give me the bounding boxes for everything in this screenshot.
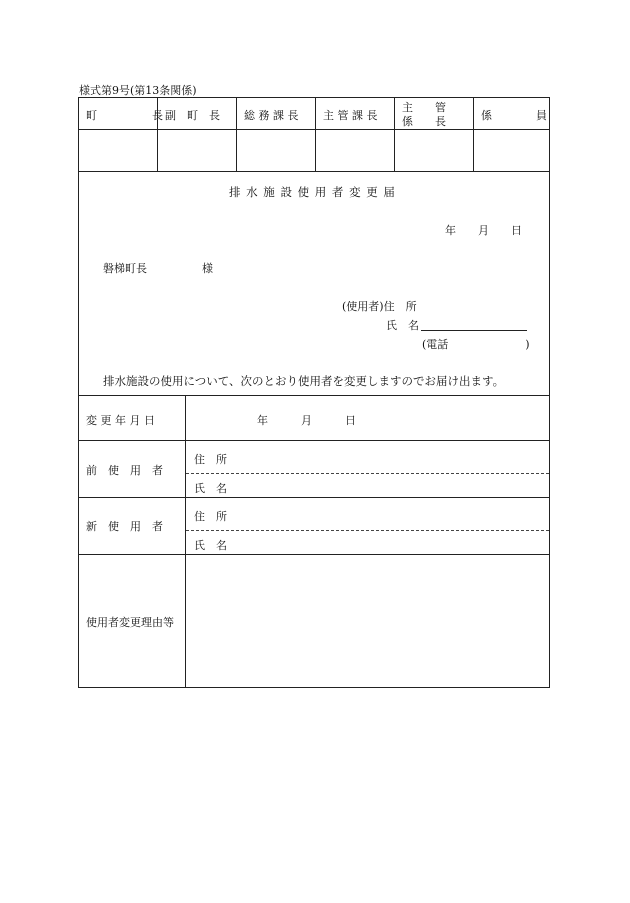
applicant-address-label: (使用者)住 所 [342, 300, 417, 313]
notification-form [78, 171, 550, 688]
new-user-address-label: 住 所 [194, 510, 227, 523]
header-clerk: 係 員 [481, 109, 547, 122]
change-reason-label: 使用者変更理由等 [86, 616, 174, 629]
submission-date[interactable]: 年 月 日 [445, 224, 522, 237]
change-date-value[interactable]: 年 月 日 [257, 414, 356, 427]
form-title: 排 水 施 設 使 用 者 変 更 届 [229, 185, 396, 199]
header-supervising-chief: 主 管 課 長 [323, 109, 378, 122]
new-user-name-label: 氏 名 [194, 539, 227, 552]
change-date-label: 変 更 年 月 日 [86, 414, 155, 427]
new-user-label: 新 使 用 者 [86, 520, 163, 533]
applicant-phone[interactable]: (電話 ) [422, 338, 530, 351]
form-number: 様式第9号(第13条関係) [79, 84, 197, 97]
header-town-mayor: 町 長 [86, 109, 163, 122]
change-reason-field[interactable] [187, 556, 549, 686]
header-supervisor-line2: 係 長 [402, 115, 446, 128]
stamp-box-supervisor[interactable] [395, 131, 472, 171]
applicant-name-field[interactable] [421, 330, 527, 331]
stamp-box-supervising-chief[interactable] [316, 131, 393, 171]
applicant-name-label: 氏 名 [386, 319, 419, 332]
stamp-box-clerk[interactable] [474, 131, 549, 171]
previous-user-address-label: 住 所 [194, 453, 227, 466]
addressee: 磐梯町長 様 [103, 262, 213, 275]
header-general-affairs-chief: 総 務 課 長 [244, 109, 299, 122]
stamp-box-deputy-mayor[interactable] [158, 131, 235, 171]
previous-user-name-label: 氏 名 [194, 482, 227, 495]
previous-user-label: 前 使 用 者 [86, 464, 163, 477]
header-deputy-mayor: 副 町 長 [165, 109, 220, 122]
stamp-box-town-mayor[interactable] [80, 131, 156, 171]
stamp-box-general-affairs-chief[interactable] [237, 131, 314, 171]
approval-stamp-table [78, 97, 550, 172]
header-supervisor-line1: 主 管 [402, 101, 446, 114]
statement: 排水施設の使用について、次のとおり使用者を変更しますのでお届け出ます。 [103, 374, 505, 388]
